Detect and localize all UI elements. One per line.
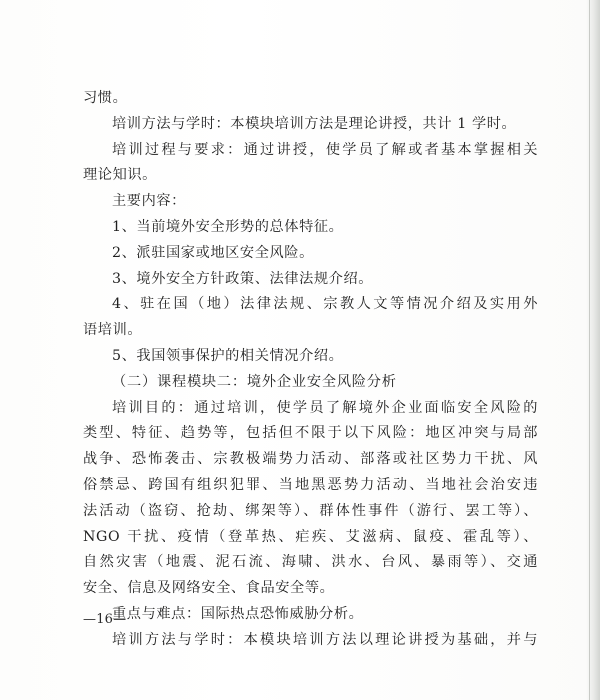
document-body bbox=[83, 86, 538, 654]
text-line-theory-knowledge: 理论知识。 bbox=[83, 167, 157, 184]
list-item-4-continued: 语培训。 bbox=[83, 322, 143, 339]
training-purpose-line-5: 法活动（盗窃、抢劫、绑架等）、群体性事件（游行、罢工等）、 bbox=[83, 502, 538, 519]
list-item-1: 1、当前境外安全形势的总体特征。 bbox=[112, 218, 344, 235]
training-purpose-line-6: NGO 干扰、疫情（登革热、疟疾、艾滋病、鼠疫、霍乱等）、 bbox=[83, 528, 538, 545]
module-two-heading: （二）课程模块二：境外企业安全风险分析 bbox=[112, 373, 397, 390]
module-two-method-line: 培训方法与学时：本模块培训方法以理论讲授为基础，并与 bbox=[112, 631, 538, 648]
list-item-5: 5、我国领事保护的相关情况介绍。 bbox=[112, 347, 344, 364]
training-purpose-line-3: 战争、恐怖袭击、宗教极端势力活动、部落或社区势力干扰、风 bbox=[83, 451, 538, 468]
list-item-2: 2、派驻国家或地区安全风险。 bbox=[112, 244, 314, 261]
training-purpose-line-4: 俗禁忌、跨国有组织犯罪、当地黑恶势力活动、当地社会治安违 bbox=[83, 476, 538, 493]
page-edge-line bbox=[589, 0, 590, 700]
key-difficulty-line: 重点与难点：国际热点恐怖威胁分析。 bbox=[112, 605, 364, 622]
training-purpose-line-8: 安全、信息及网络安全、食品安全等。 bbox=[83, 580, 335, 597]
text-line-process-requirements: 培训过程与要求：通过讲授，使学员了解或者基本掌握相关 bbox=[112, 141, 538, 158]
list-item-3: 3、境外安全方针政策、法律法规介绍。 bbox=[112, 270, 374, 287]
training-purpose-line-7: 自然灾害（地震、泥石流、海啸、洪水、台风、暴雨等）、交通 bbox=[83, 554, 538, 571]
page-number: —16— bbox=[83, 612, 127, 627]
list-item-4: 4、驻在国（地）法律法规、宗教人文等情况介绍及实用外 bbox=[112, 296, 538, 313]
text-line-habit: 习惯。 bbox=[83, 90, 128, 106]
training-purpose-line-2: 类型、特征、趋势等，包括但不限于以下风险：地区冲突与局部 bbox=[83, 425, 538, 442]
text-line-method-hours: 培训方法与学时：本模块培训方法是理论讲授，共计 1 学时。 bbox=[112, 115, 517, 132]
text-line-main-content: 主要内容： bbox=[112, 193, 186, 210]
training-purpose-line-1: 培训目的：通过培训，使学员了解境外企业面临安全风险的 bbox=[112, 399, 538, 416]
